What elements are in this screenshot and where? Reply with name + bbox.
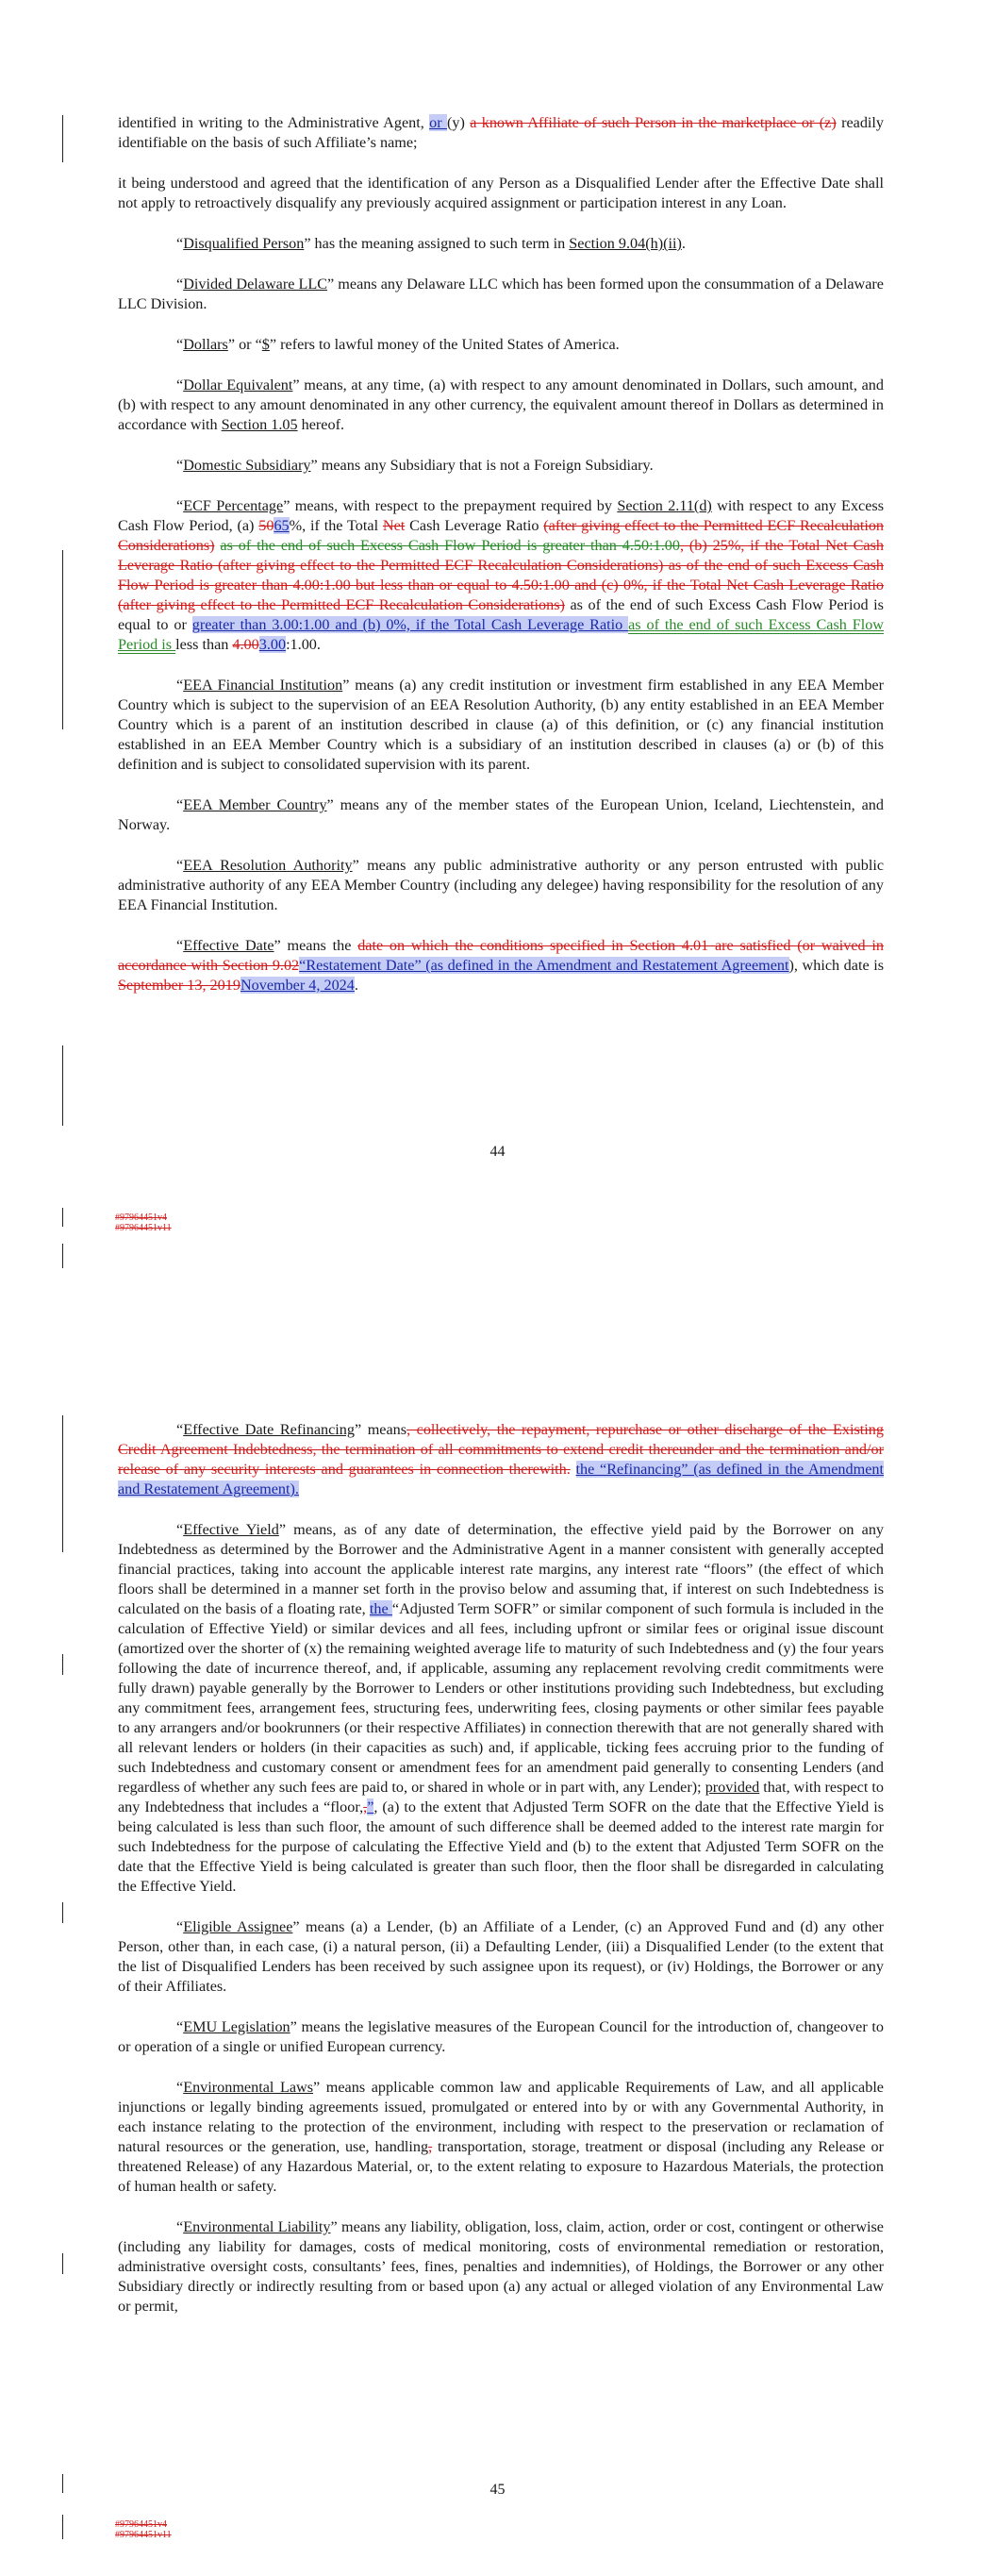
inserted-text: or [429, 114, 447, 131]
change-bar [62, 1045, 63, 1126]
section-reference: Section 2.11(d) [617, 497, 712, 514]
change-bar [62, 115, 63, 162]
defined-term: EEA Resolution Authority [183, 857, 353, 874]
inserted-text: the [369, 1600, 392, 1617]
deleted-text: , [363, 1798, 368, 1815]
inserted-text: 65 [274, 517, 290, 534]
defined-term: Dollar Equivalent [183, 376, 293, 393]
defined-term: Effective Date Refinancing [183, 1421, 355, 1438]
page-45 [0, 1302, 995, 2576]
text-run: readily identifiable on the basis of such Affiliate’s name; [118, 114, 885, 151]
defined-term: EEA Financial Institution [183, 677, 343, 694]
definition-environmental-laws: “Environmental Laws” means applicable common law and applicable Requirements of Law, and all applicable injunctions or legally binding agreements issued, promulgated or entered into by or with any Governmental Authority, in each instance relating to the protection of the environment, including with respect to the preservation or reclamation of natural resources or the generation, use, handling, transportation, storage, treatment or disposal (including any Release or threatened Release) of any Hazardous Material, or, to the extent relating to exposure to Hazardous Materials, the protection of human health or safety. [118, 2079, 885, 2195]
defined-term: ECF Percentage [183, 497, 284, 514]
disqualified-lender-tail [118, 113, 884, 153]
section-reference: Section 1.05 [221, 416, 298, 433]
defined-term: Effective Yield [183, 1521, 279, 1538]
inserted-text: 3.00 [258, 636, 287, 653]
inserted-text: ” [367, 1798, 374, 1815]
change-bar [62, 1415, 63, 1552]
change-bar [62, 2515, 63, 2539]
definition-emu-legislation: “EMU Legislation” means the legislative measures of the European Council for the introduction of, changeover to or operation of a single or unified European currency. [118, 2018, 884, 2055]
page-number: 44 [489, 1144, 506, 1160]
defined-term: Environmental Laws [183, 2079, 314, 2096]
definition-divided-delaware-llc: “Divided Delaware LLC” means any Delaware LLC which has been formed upon the consummation of a Delaware LLC Division. [118, 276, 884, 312]
definition-dollar-equivalent: “Dollar Equivalent” means, at any time, (a) with respect to any amount denominated in Dollars, such amount, and (b) with respect to any amount denominated in any other currency, the equivalent amount thereof in Dollars as determined in accordance with Section 1.05 hereof. [118, 376, 884, 433]
defined-term: Environmental Liability [183, 2218, 331, 2235]
definition-eea-resolution-authority: “EEA Resolution Authority” means any public administrative authority or any person entrusted with public administrative authority of any EEA Member Country (including any delegee) having responsibility for the resolution of any EEA Financial Institution. [118, 857, 884, 913]
page-44-body [118, 113, 884, 1016]
moved-from-text: as of the end of such Excess Cash Flow Period is greater than 4.50:1.00 [220, 537, 680, 554]
definition-effective-date: “Effective Date” means the date on which the conditions specified in Section 4.01 are satisfied (or waived in accordance with Section 9.02“Restatement Date” (as defined in the Amendment and Restatement Agreement), which date is September 13, 2019November 4, 2024. [118, 937, 884, 994]
definition-eea-financial-institution: “EEA Financial Institution” means (a) any credit institution or investment firm established in any EEA Member Country which is subject to the supervision of an EEA Resolution Authority, (b) any entity established in an EEA Member Country which is a parent of an institution described in clause (a) of this definition, or (c) any financial institution established in an EEA Member Country which is a subsidiary of an institution described in clauses (a) or (b) of this definition and is subject to consolidated supervision with its parent. [118, 677, 884, 773]
page-45-body [118, 1420, 884, 2337]
definition-ecf-percentage: “ECF Percentage” means, with respect to the prepayment required by Section 2.11(d) with respect to any Excess Cash Flow Period, (a) 5065%, if the Total Net Cash Leverage Ratio (after giving effect to the Permitted ECF Recalculation Considerations) as of the end of such Excess Cash Flow Period is greater than 4.50:1.00, (b) 25%, if the Total Net Cash Leverage Ratio (after giving effect to the Permitted ECF Recalculation Considerations) as of the end of such Excess Cash Flow Period is greater than 4.00:1.00 but less than or equal to 4.50:1.00 and (c) 0%, if the Total Net Cash Leverage Ratio (after giving effect to the Permitted ECF Recalculation Considerations) as of the end of such Excess Cash Flow Period is equal to or greater than 3.00:1.00 and (b) 0%, if the Total Cash Leverage Ratio as of the end of such Excess Cash Flow Period is less than 4.003.00:1.00. [118, 497, 885, 653]
text-run: (y) [446, 114, 471, 131]
deleted-text: 4.00 [232, 636, 259, 653]
moved-to-text: as of the end of such Excess Cash Flow Period is [118, 616, 884, 653]
change-bar [62, 2253, 63, 2274]
defined-term: EEA Member Country [183, 796, 327, 813]
definition-effective-date-refinancing: “Effective Date Refinancing” means, collectively, the repayment, repurchase or other discharge of the Existing Credit Agreement Indebtedness, the termination of all commitments to extend credit thereunder and the termination and/or release of any security interests and guarantees in connection therewith. the “Refinancing” (as defined in the Amendment and Restatement Agreement). [118, 1421, 884, 1497]
deleted-text: , [428, 2138, 433, 2155]
definition-environmental-liability: “Environmental Liability” means any liability, obligation, loss, claim, action, order or cost, contingent or otherwise (including any liability for damages, costs of medical monitoring, costs of environmental remediation or restoration, administrative oversight costs, consultants’ fees, fines, penalties and indemnities), of Holdings, the Borrower or any other Subsidiary directly or indirectly resulting from or based upon (a) any actual or alleged violation of any Environmental Law or permit, [118, 2218, 884, 2315]
deleted-text: (after giving effect to the Permitted ECF Recalculation Considerations) [118, 517, 885, 554]
defined-term: Domestic Subsidiary [183, 457, 311, 474]
inserted-text: “Restatement Date” (as defined in the Amendment and Restatement Agreement [299, 957, 789, 974]
deleted-text: , (b) 25%, if the Total Net Cash Leverage Ratio (after giving effect to the Permitted ECF Recalculation Considerations) as of the end of such Excess Cash Flow Period is greater than 4.00:1.00 but less than or equal to 4.50:1.00 and (c) 0%, if the Total Net Cash Leverage Ratio (after giving effect to the Permitted ECF Recalculation Considerations) [118, 537, 885, 613]
deleted-text: , collectively, the repayment, repurchase or other discharge of the Existing Credit Agreement Indebtedness, the termination of all commitments to extend credit thereunder and the termination and/or release of any security interests and guarantees in connection therewith. [118, 1421, 884, 1478]
disqualification-proviso: it being understood and agreed that the identification of any Person as a Disqualified Lender after the Effective Date shall not apply to retroactively disqualify any previously acquired assignment or participation interest in any Loan. [118, 175, 884, 211]
defined-term: $ [261, 336, 270, 353]
definition-dollars: “Dollars” or “$” refers to lawful money of the United States of America. [176, 336, 620, 353]
definition-domestic-subsidiary: “Domestic Subsidiary” means any Subsidiary that is not a Foreign Subsidiary. [176, 457, 654, 474]
inserted-text: greater than 3.00:1.00 and (b) 0%, if the Total Cash Leverage Ratio [191, 616, 629, 633]
footer-doc-id: #97964451v4 #97964451v11 [115, 1213, 172, 1233]
defined-term: Dollars [183, 336, 228, 353]
change-bar [62, 1654, 63, 1675]
definition-effective-yield: “Effective Yield” means, as of any date of determination, the effective yield paid by the Borrower on any Indebtedness as determined by the Borrower and the Administrative Agent in a manner consistent with generally accepted financial practices, taking into account the applicable interest rate margins, any interest rate “floors” (the effect of which floors shall be determined in a manner set forth in the proviso below and assuming that, if interest on such Indebtedness is calculated on the basis of a floating rate, the “Adjusted Term SOFR” or similar component of such formula is included in the calculation of Effective Yield) or similar devices and all fees, including upfront or similar fees or original issue discount (amortized over the shorter of (x) the remaining weighted average life to maturity of such Indebtedness and (y) the four years following the date of incurrence thereof, and, if applicable, assuming any replacement revolving credit commitments were fully drawn) payable generally by the Borrower to Lenders or other institutions providing such Indebtedness, but excluding any commitment fees, arrangement fees, structuring fees, underwriting fees, closing payments or other similar fees payable to any arrangers and/or bookrunners (or their respective Affiliates) in connection therewith that are not generally shared with all relevant lenders or holders (in their capacities as such) and, if applicable, ticking fees accruing prior to the funding of such Indebtedness and customary consent or amendment fees for an amendment paid generally to consenting Lenders (and regardless of whether any such fees are paid to, or shared in whole or in part with, any Lender); provided that, with respect to any Indebtedness that includes a “floor,,”, (a) to the extent that Adjusted Term SOFR on the date that the Effective Yield is being calculated is less than such floor, the amount of such difference shall be deemed added to the interest rate margin for such Indebtedness for the purpose of calculating the Effective Yield and (b) to the extent that Adjusted Term SOFR on the date that the Effective Yield is being calculated is greater than such floor, then the floor shall be disregarded in calculating the Effective Yield. [118, 1521, 885, 1895]
deleted-text: a known Affiliate of such Person in the marketplace or (z) [470, 114, 837, 131]
defined-term: Divided Delaware LLC [183, 276, 328, 293]
change-bar [62, 1244, 63, 1268]
deleted-text: date on which the conditions specified in Section 4.01 are satisfied (or waived in accordance with Section 9.02 [118, 937, 884, 974]
defined-term: EMU Legislation [183, 2018, 290, 2035]
definition-eligible-assignee: “Eligible Assignee” means (a) a Lender, (b) an Affiliate of a Lender, (c) an Approved Fund and (d) any other Person, other than, in each case, (i) a natural person, (ii) a Defaulting Lender, (iii) a Disqualified Lender (to the extent that the list of Disqualified Lenders has been received by such assignee upon its request), or (iv) Holdings, the Borrower or any of their Affiliates. [118, 1918, 884, 1995]
defined-term: Effective Date [183, 937, 274, 954]
defined-term: Disqualified Person [183, 235, 305, 252]
text-run: identified in writing to the Administrative Agent, [118, 114, 430, 131]
definition-disqualified-person: “Disqualified Person” has the meaning assigned to such term in Section 9.04(h)(ii). [176, 235, 686, 252]
change-bar [62, 1208, 63, 1227]
inserted-text: the “Refinancing” (as defined in the Amendment and Restatement Agreement). [118, 1461, 884, 1497]
page-number: 45 [489, 2482, 506, 2498]
deleted-text: September 13, 2019 [118, 977, 240, 994]
footer-doc-id: #97964451v4 #97964451v11 [115, 2519, 172, 2540]
definition-eea-member-country: “EEA Member Country” means any of the member states of the European Union, Iceland, Liechtenstein, and Norway. [118, 796, 884, 833]
section-reference: Section 9.04(h)(ii) [569, 235, 682, 252]
inserted-text: November 4, 2024 [240, 977, 355, 994]
defined-term: Eligible Assignee [183, 1918, 293, 1935]
proviso-term: provided [705, 1779, 760, 1796]
change-bar [62, 550, 63, 729]
deleted-text: Net [382, 517, 406, 534]
deleted-text: 50 [258, 517, 274, 534]
change-bar [62, 1902, 63, 1923]
